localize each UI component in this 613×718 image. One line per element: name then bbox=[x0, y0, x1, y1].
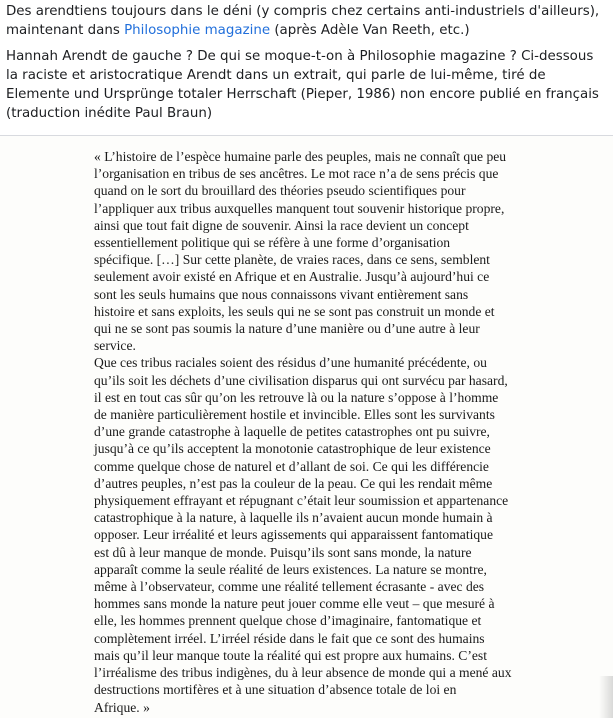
excerpt-line: essentiellement politique qui se réfère à une forme d’organisation bbox=[94, 235, 451, 251]
excerpt-line: service. bbox=[94, 338, 136, 354]
excerpt-line: l’appliquer aux tribus auxquelles manquent tout souvenir historique propre, bbox=[94, 200, 505, 216]
excerpt-line: hommes sans monde la nature peut jouer comme elle veut – que mesuré à bbox=[94, 596, 495, 612]
excerpt-line: Afrique. » bbox=[94, 699, 150, 715]
excerpt-line: Que ces tribus raciales soient des résidus d’une humanité précédente, ou bbox=[94, 355, 487, 371]
excerpt-line: est dû à leur manque de monde. Puisqu’ils sont sans monde, la nature bbox=[94, 544, 472, 560]
excerpt-line: de manière particulièrement hostile et invincible. Elles sont les survivants bbox=[94, 407, 495, 423]
excerpt-line: quand on le sort du brouillard des théories pseudo scientifiques pour bbox=[94, 183, 466, 199]
excerpt-line: elle, les hommes prennent quelque chose d’imaginaire, fantomatique et bbox=[94, 613, 482, 629]
excerpt-line: d’autres peuples, n’est pas la couleur de la peau. Ce qui les rendait même bbox=[94, 475, 493, 491]
excerpt-line: seulement avoir existé en Afrique et en Australie. Jusqu’à aujourd’hui ce bbox=[94, 269, 490, 285]
post-text bbox=[0, 0, 613, 123]
excerpt-line: l’organisation en tribus de ses ancêtres. Le mot race n’a de sens précis que bbox=[94, 166, 499, 182]
philosophie-magazine-link[interactable]: Philosophie magazine bbox=[124, 23, 271, 38]
excerpt-line: spécifique. […] Sur cette planète, de vraies races, dans ce sens, semblent bbox=[94, 252, 490, 268]
excerpt-line: l’irréalisme des tribus indigènes, du à leur absence de monde qui a mené aux bbox=[94, 665, 512, 681]
excerpt-line: destructions mortifères et à une situation d’absence totale de loi en bbox=[94, 682, 457, 698]
page-shadow bbox=[599, 676, 613, 718]
excerpt-line: jusqu’à ce qu’ils acceptent la monotonie catastrophique de leur existence bbox=[94, 441, 491, 457]
excerpt-line: ainsi que tout fait digne de souvenir. Ainsi la race devient un concept bbox=[94, 217, 469, 233]
excerpt-line: d’une grande catastrophe à laquelle de petites catastrophes ont pu suivre, bbox=[94, 424, 490, 440]
excerpt-line: comme quelque chose de naturel et d’allant de soi. Ce qui les différencie bbox=[94, 458, 489, 474]
post-text-aside: (après Adèle Van Reeth, etc.) bbox=[270, 23, 470, 38]
excerpt-line: qu’ils soit les déchets d’une civilisation disparus qui ont survécu par hasard, bbox=[94, 372, 508, 388]
excerpt-line: mais qu’il leur manque toute la réalité qui est propre aux humains. C’est bbox=[94, 647, 487, 663]
post-text-intro: Des arendtiens toujours dans le déni (y compris chez certains anti-industriels d'ailleurs), maintenant dans bbox=[6, 4, 600, 38]
excerpt-line: « L’histoire de l’espèce humaine parle des peuples, mais ne connaît que peu bbox=[94, 149, 507, 164]
excerpt-line: complètement irréel. L’irréel réside dans le fait que ce sont des humains bbox=[94, 630, 485, 646]
excerpt-line: opposer. Leur irréalité et leurs agissements qui apparaissent fantomatique bbox=[94, 527, 493, 543]
excerpt-text bbox=[94, 148, 550, 716]
excerpt-line: même à l’observateur, comme une réalité tellement écrasante - avec des bbox=[94, 579, 485, 595]
excerpt-line: apparaît comme la seule réalité de leurs existences. La nature se montre, bbox=[94, 561, 487, 577]
scanned-excerpt-image[interactable] bbox=[0, 136, 613, 718]
excerpt-line: qui ne se sont pas soumis la nature d’une manière ou d’une autre à leur bbox=[94, 321, 480, 337]
excerpt-line: sont les seuls humains que nous connaissons vivant entièrement sans bbox=[94, 286, 469, 302]
post-paragraph-1 bbox=[6, 2, 607, 40]
excerpt-line: physiquement effrayant et répugnant c’était leur soumission et appartenance bbox=[94, 493, 509, 509]
excerpt-line: histoire et sans exploits, les seuls qui ne se sont pas construit un monde et bbox=[94, 303, 495, 319]
excerpt-line: il est en tout cas sûr qu’on les retrouve là ou la nature s’oppose à l’homme bbox=[94, 389, 499, 405]
excerpt-line: catastrophique à la nature, à laquelle ils n’avaient aucun monde humain à bbox=[94, 510, 493, 526]
post-paragraph-2: Hannah Arendt de gauche ? De qui se moque-t-on à Philosophie magazine ? Ci-dessous la raciste et aristocratique Arendt dans un extrait, qui parle de lui-même, tiré de Elemente und Ursprünge totaler Herrschaft (Pieper, 1986) non encore publié en français (traduction inédite Paul Braun) bbox=[6, 49, 599, 121]
